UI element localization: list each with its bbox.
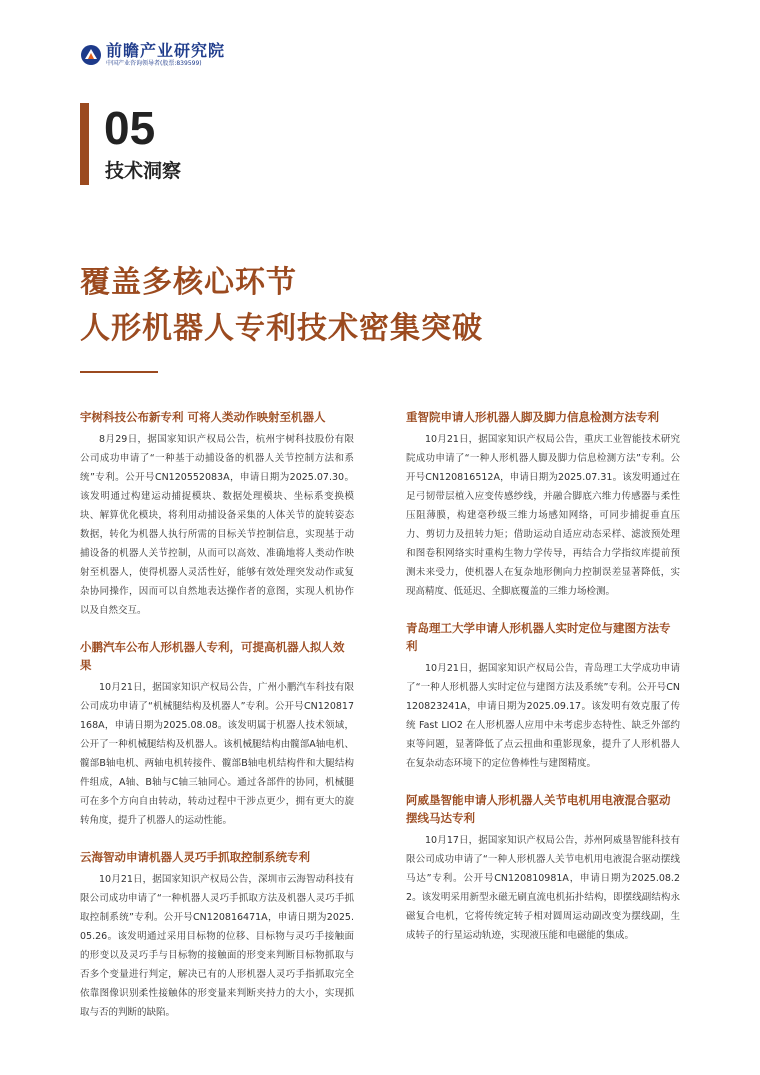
- logo-mark-icon: [80, 44, 102, 66]
- article-title: 宇树科技公布新专利 可将人类动作映射至机器人: [80, 410, 326, 424]
- article-aweiken: [406, 791, 680, 945]
- article-body: 10月21日，据国家知识产权局公告，深圳市云海智动科技有限公司成功申请了“一种机器人灵巧手抓取方法及机器人灵巧手抓取控制系统”专利。公开号CN120816471A，申请日期为2025.05.26。该发明通过采用目标物的位移、目标物与灵巧手接触面的形变以及灵巧手与目标物的接触面的形变来判断目标物抓取与否多个变量进行判定，解决已有的人形机器人灵巧手指抓取完全依靠图像识别柔性接触体的形变量来判断夹持力的大小，实现抓取与否的判断的缺陷。: [80, 874, 354, 1018]
- article-unitree: [80, 408, 354, 620]
- article-body: 10月21日，据国家知识产权局公告，青岛理工大学成功申请了“一种人形机器人实时定位与建图方法及系统”专利。公开号CN120823241A，申请日期为2025.09.17。该发明有效克服了传统 Fast LIO2 在人形机器人应用中未考虑步态特性、缺乏外部约束等问题，显著降低了点云扭曲和重影现象，提升了人形机器人在复杂动态环境下的定位鲁棒性与建图精度。: [406, 663, 680, 769]
- headline-line-1: 覆盖多核心环节: [80, 265, 297, 300]
- article-body: 10月21日，据国家知识产权局公告，广州小鹏汽车科技有限公司成功申请了“机械腿结构及机器人”专利。公开号CN120817168A，申请日期为2025.08.08。该发明属于机器人技术领域，公开了一种机械腿结构及机器人。该机械腿结构由髋部A轴电机、髋部B轴电机、两轴电机转接件、髋部B轴电机结构件和大腿结构件组成，A轴、B轴与C轴三轴同心。通过各部件的协同，机械腿可在多个方向自由转动，转动过程中干涉点更少，拥有更大的旋转角度，提升了机器人的运动性能。: [80, 682, 354, 826]
- logo-name: 前瞻产业研究院: [106, 41, 226, 60]
- logo: [80, 42, 225, 68]
- section-accent-bar: [80, 103, 89, 185]
- section-number: 05: [104, 102, 156, 154]
- article-yunhai: [80, 848, 354, 1022]
- headline-divider: [80, 371, 158, 373]
- left-column: [80, 408, 354, 1040]
- article-chongqing: [406, 408, 680, 601]
- logo-tagline: 中国产业咨询领导者(股票:839599): [106, 60, 202, 67]
- page-headline: [80, 260, 483, 352]
- article-body: 10月21日，据国家知识产权局公告，重庆工业智能技术研究院成功申请了“一种人形机器人脚及脚力信息检测方法”专利。公开号CN120816512A，申请日期为2025.07.31。该发明通过在足弓韧带层植入应变传感纱线，并融合脚底六维力传感器与柔性压阻薄膜，构建毫秒级三维力场感知网络，可同步捕捉垂直压力、剪切力及扭转力矩；借助运动自适应动态采样、滤波预处理和图卷积网络实时重构生物力学传导，再结合力学指纹库提前预测未来受力，使机器人在复杂地形侧向力控制误差显著降低，实现高精度、低延迟、全脚底覆盖的三维力场检测。: [406, 434, 680, 597]
- headline-line-2: 人形机器人专利技术密集突破: [80, 311, 483, 346]
- section-title: 技术洞察: [105, 160, 182, 182]
- article-body: 10月17日，据国家知识产权局公告，苏州阿威垦智能科技有限公司成功申请了“一种人形机器人关节电机用电液混合驱动摆线马达”专利。公开号CN120810981A，申请日期为2025.08.22。该发明采用新型永磁无刷直流电机拓扑结构，即摆线副结构永磁复合电机，它将传统定转子相对圆周运动副改变为摆线副，生成转子的行星运动轨迹，实现液压能和电磁能的集成。: [406, 835, 680, 941]
- right-column: [406, 408, 680, 963]
- article-title: 小鹏汽车公布人形机器人专利，可提高机器人拟人效果: [80, 640, 345, 672]
- article-title: 阿威垦智能申请人形机器人关节电机用电液混合驱动摆线马达专利: [406, 793, 671, 825]
- article-xpeng: [80, 638, 354, 830]
- article-title: 青岛理工大学申请人形机器人实时定位与建图方法专利: [406, 621, 671, 653]
- article-title: 云海智动申请机器人灵巧手抓取控制系统专利: [80, 850, 310, 864]
- article-body: 8月29日，据国家知识产权局公告，杭州宇树科技股份有限公司成功申请了“一种基于动捕设备的机器人关节控制方法和系统”专利。公开号CN120552083A，申请日期为2025.07.30。该发明通过构建运动捕捉模块、数据处理模块、坐标系变换模块、解算优化模块，将利用动捕设备采集的人体关节的旋转姿态数据，转化为机器人执行所需的目标关节控制信息，实现基于动捕设备的机器人关节控制，从而可以高效、准确地将人类动作映射至机器人，使得机器人灵活性好，能够有效处理突发动作或复杂协同操作，因而可以自然地表达操作者的意图，实现人机协作以及自然交互。: [80, 434, 354, 616]
- article-qingdao: [406, 619, 680, 773]
- article-title: 重智院申请人形机器人脚及脚力信息检测方法专利: [406, 410, 659, 424]
